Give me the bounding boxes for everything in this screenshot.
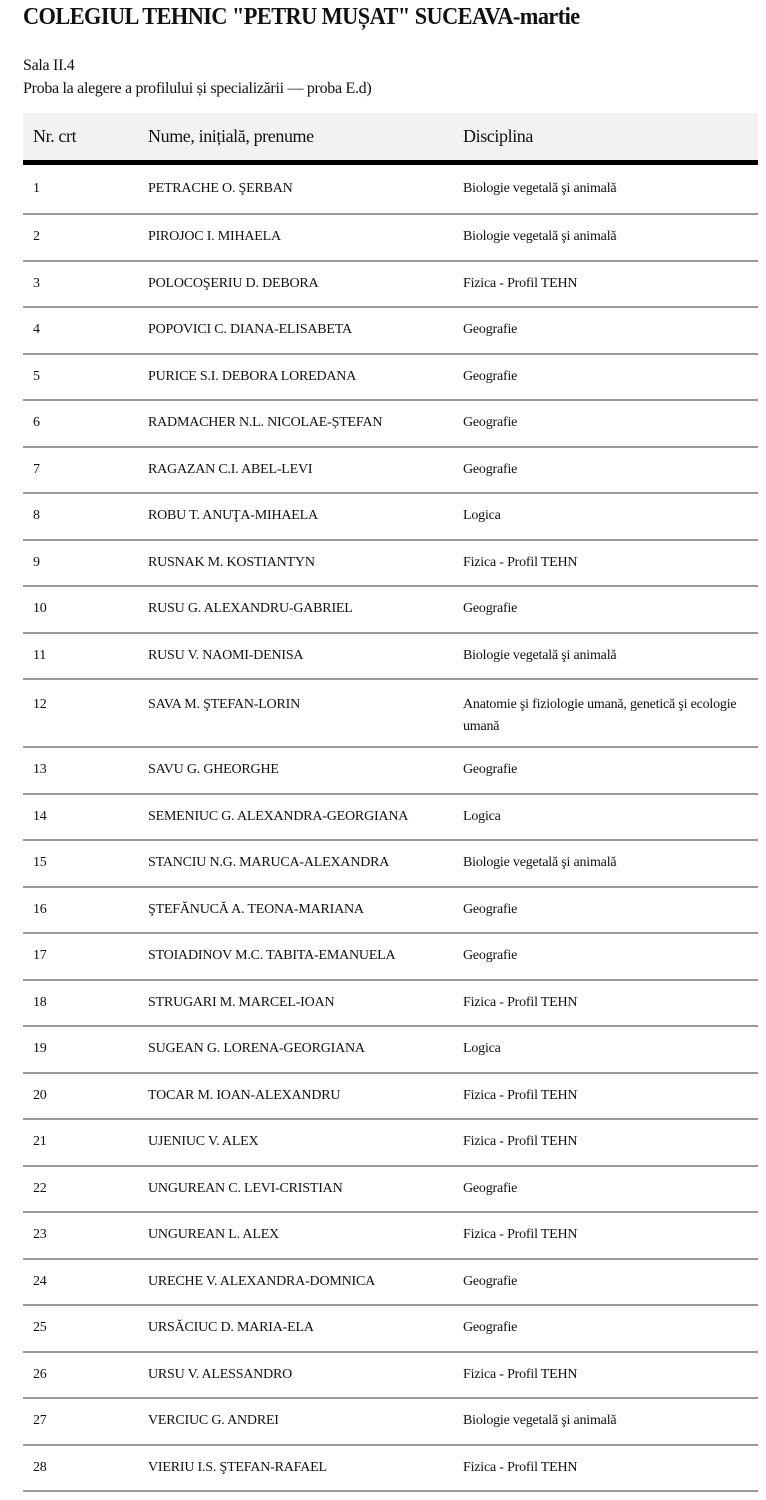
name-cell: URSĂCIUC D. MARIA-ELA bbox=[138, 1305, 453, 1352]
name-cell: STRUGARI M. MARCEL-IOAN bbox=[138, 980, 453, 1027]
table-row bbox=[23, 633, 758, 680]
discipline-cell: Geografie bbox=[453, 354, 758, 401]
nr-cell: 6 bbox=[23, 400, 138, 447]
nr-cell: 21 bbox=[23, 1119, 138, 1166]
table-row bbox=[23, 747, 758, 794]
nr-cell: 28 bbox=[23, 1445, 138, 1492]
nr-cell: 22 bbox=[23, 1166, 138, 1213]
discipline-cell: Biologie vegetală şi animală bbox=[453, 214, 758, 261]
nr-cell: 9 bbox=[23, 540, 138, 587]
name-cell: POLOCOŞERIU D. DEBORA bbox=[138, 261, 453, 308]
discipline-cell: Geografie bbox=[453, 400, 758, 447]
nr-cell: 15 bbox=[23, 840, 138, 887]
nr-cell: 1 bbox=[23, 163, 138, 215]
header-discipline: Disciplina bbox=[453, 113, 758, 163]
discipline-cell: Fizica - Profil TEHN bbox=[453, 1352, 758, 1399]
name-cell: SUGEAN G. LORENA-GEORGIANA bbox=[138, 1026, 453, 1073]
name-cell: SAVA M. ŞTEFAN-LORIN bbox=[138, 679, 453, 747]
name-cell: STANCIU N.G. MARUCA-ALEXANDRA bbox=[138, 840, 453, 887]
name-cell: RUSU V. NAOMI-DENISA bbox=[138, 633, 453, 680]
discipline-cell: Fizica - Profil TEHN bbox=[453, 980, 758, 1027]
nr-cell: 10 bbox=[23, 586, 138, 633]
name-cell: STOIADINOV M.C. TABITA-EMANUELA bbox=[138, 933, 453, 980]
discipline-cell: Fizica - Profil TEHN bbox=[453, 1119, 758, 1166]
nr-cell: 3 bbox=[23, 261, 138, 308]
table-row bbox=[23, 214, 758, 261]
table-row bbox=[23, 1119, 758, 1166]
name-cell: UJENIUC V. ALEX bbox=[138, 1119, 453, 1166]
discipline-cell: Geografie bbox=[453, 586, 758, 633]
name-cell: SAVU G. GHEORGHE bbox=[138, 747, 453, 794]
nr-cell: 8 bbox=[23, 493, 138, 540]
discipline-cell: Fizica - Profil TEHN bbox=[453, 1073, 758, 1120]
nr-cell: 23 bbox=[23, 1212, 138, 1259]
table-row bbox=[23, 1398, 758, 1445]
discipline-cell: Geografie bbox=[453, 1166, 758, 1213]
nr-cell: 24 bbox=[23, 1259, 138, 1306]
discipline-cell: Geografie bbox=[453, 933, 758, 980]
name-cell: UNGUREAN C. LEVI-CRISTIAN bbox=[138, 1166, 453, 1213]
name-cell: POPOVICI C. DIANA-ELISABETA bbox=[138, 307, 453, 354]
nr-cell: 25 bbox=[23, 1305, 138, 1352]
name-cell: VERCIUC G. ANDREI bbox=[138, 1398, 453, 1445]
name-cell: RUSNAK M. KOSTIANTYN bbox=[138, 540, 453, 587]
name-cell: RADMACHER N.L. NICOLAE-ȘTEFAN bbox=[138, 400, 453, 447]
name-cell: ŞTEFĂNUCĂ A. TEONA-MARIANA bbox=[138, 887, 453, 934]
table-header-row bbox=[23, 113, 758, 163]
table-row bbox=[23, 1073, 758, 1120]
nr-cell: 27 bbox=[23, 1398, 138, 1445]
nr-cell: 26 bbox=[23, 1352, 138, 1399]
name-cell: SEMENIUC G. ALEXANDRA-GEORGIANA bbox=[138, 794, 453, 841]
discipline-cell: Geografie bbox=[453, 307, 758, 354]
nr-cell: 7 bbox=[23, 447, 138, 494]
page-title: COLEGIUL TEHNIC "PETRU MUȘAT" SUCEAVA-martie bbox=[23, 4, 580, 30]
header-name: Nume, inițială, prenume bbox=[138, 113, 453, 163]
nr-cell: 11 bbox=[23, 633, 138, 680]
table-row bbox=[23, 261, 758, 308]
discipline-cell: Biologie vegetală şi animală bbox=[453, 163, 758, 215]
discipline-cell: Geografie bbox=[453, 1259, 758, 1306]
name-cell: TOCAR M. IOAN-ALEXANDRU bbox=[138, 1073, 453, 1120]
discipline-cell: Geografie bbox=[453, 747, 758, 794]
discipline-cell: Fizica - Profil TEHN bbox=[453, 540, 758, 587]
table-row bbox=[23, 1352, 758, 1399]
table-row bbox=[23, 540, 758, 587]
nr-cell: 4 bbox=[23, 307, 138, 354]
nr-cell: 16 bbox=[23, 887, 138, 934]
nr-cell: 12 bbox=[23, 679, 138, 747]
nr-cell: 2 bbox=[23, 214, 138, 261]
name-cell: PETRACHE O. ŞERBAN bbox=[138, 163, 453, 215]
table-row bbox=[23, 933, 758, 980]
discipline-cell: Fizica - Profil TEHN bbox=[453, 261, 758, 308]
table-row bbox=[23, 840, 758, 887]
table-row bbox=[23, 307, 758, 354]
table-row bbox=[23, 447, 758, 494]
discipline-cell: Logica bbox=[453, 493, 758, 540]
nr-cell: 5 bbox=[23, 354, 138, 401]
name-cell: PIROJOC I. MIHAELA bbox=[138, 214, 453, 261]
nr-cell: 17 bbox=[23, 933, 138, 980]
discipline-cell: Fizica - Profil TEHN bbox=[453, 1445, 758, 1492]
discipline-cell: Logica bbox=[453, 794, 758, 841]
table-row bbox=[23, 586, 758, 633]
nr-cell: 20 bbox=[23, 1073, 138, 1120]
discipline-cell: Biologie vegetală şi animală bbox=[453, 1398, 758, 1445]
table-row bbox=[23, 1445, 758, 1492]
discipline-cell: Geografie bbox=[453, 887, 758, 934]
table-row bbox=[23, 794, 758, 841]
candidates-table bbox=[23, 113, 758, 1492]
nr-cell: 13 bbox=[23, 747, 138, 794]
nr-cell: 14 bbox=[23, 794, 138, 841]
discipline-cell: Anatomie şi fiziologie umană, genetică şi ecologie umană bbox=[453, 679, 758, 747]
table-row bbox=[23, 1212, 758, 1259]
table-row bbox=[23, 980, 758, 1027]
table-row bbox=[23, 1166, 758, 1213]
room-label: Sala II.4 bbox=[23, 57, 75, 74]
name-cell: URSU V. ALESSANDRO bbox=[138, 1352, 453, 1399]
table-row bbox=[23, 400, 758, 447]
discipline-cell: Geografie bbox=[453, 1305, 758, 1352]
name-cell: RUSU G. ALEXANDRU-GABRIEL bbox=[138, 586, 453, 633]
table-row bbox=[23, 1305, 758, 1352]
name-cell: URECHE V. ALEXANDRA-DOMNICA bbox=[138, 1259, 453, 1306]
table-row bbox=[23, 493, 758, 540]
table-row bbox=[23, 1259, 758, 1306]
table-row bbox=[23, 887, 758, 934]
nr-cell: 19 bbox=[23, 1026, 138, 1073]
name-cell: PURICE S.I. DEBORA LOREDANA bbox=[138, 354, 453, 401]
discipline-cell: Fizica - Profil TEHN bbox=[453, 1212, 758, 1259]
table-row bbox=[23, 1026, 758, 1073]
table-row bbox=[23, 679, 758, 747]
name-cell: VIERIU I.S. ŞTEFAN-RAFAEL bbox=[138, 1445, 453, 1492]
name-cell: ROBU T. ANUŢA-MIHAELA bbox=[138, 493, 453, 540]
discipline-cell: Biologie vegetală şi animală bbox=[453, 840, 758, 887]
discipline-cell: Biologie vegetală şi animală bbox=[453, 633, 758, 680]
header-nr: Nr. crt bbox=[23, 113, 138, 163]
exam-label: Proba la alegere a profilului și specializării — proba E.d) bbox=[23, 80, 372, 97]
table-row bbox=[23, 354, 758, 401]
discipline-cell: Logica bbox=[453, 1026, 758, 1073]
name-cell: RAGAZAN C.I. ABEL-LEVI bbox=[138, 447, 453, 494]
nr-cell: 18 bbox=[23, 980, 138, 1027]
discipline-cell: Geografie bbox=[453, 447, 758, 494]
table-row bbox=[23, 163, 758, 215]
name-cell: UNGUREAN L. ALEX bbox=[138, 1212, 453, 1259]
